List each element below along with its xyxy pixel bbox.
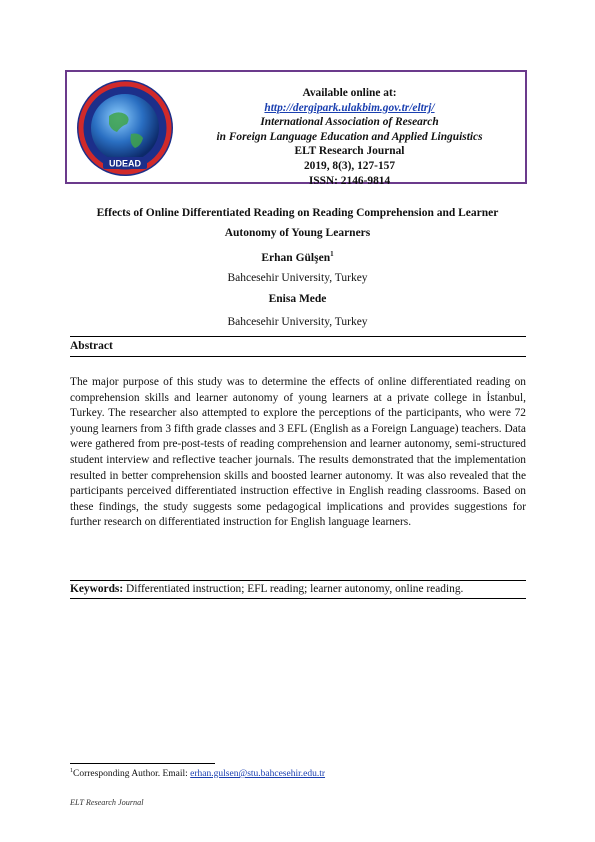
running-footer: ELT Research Journal: [70, 798, 144, 807]
author-1-affiliation: Bahcesehir University, Turkey: [227, 272, 368, 284]
issn: ISSN: 2146-9814: [308, 174, 391, 187]
volume-info: 2019, 8(3), 127-157: [303, 159, 396, 172]
logo-wordmark: UDEAD: [108, 158, 142, 169]
footnote-separator: [70, 763, 215, 764]
abstract-text: The major purpose of this study was to determine the effects of online differentiated reading on comprehension skills and learner autonomy of young learners at a private college in İstanbul, Turkey. The researcher also attempted to explore the perceptions of the participants, who were 72 young learners from 3 fifth grade classes and 3 EFL (English as a Foreign Language) teachers. Data were gathered from pre-post-tests of reading comprehension and learner autonomy, semi-structured student interview and reflective teacher journals. The results demonstrated that the implementation resulted in better comprehension skills and boosted learner autonomy. It was also revealed that the participants perceived differentiated instruction effective in English reading classrooms. Based on these findings, the study suggests some pedagogical implications and provides suggestions for further research on differentiated instruction for English language learners.: [70, 376, 526, 529]
footnote-text: Corresponding Author. Email:: [73, 769, 191, 780]
author-email-link[interactable]: erhan.gulsen@stu.bahcesehir.edu.tr: [190, 769, 326, 780]
udead-logo: [75, 78, 175, 178]
author-1-footnote-mark: 1: [330, 250, 334, 258]
udead-logo-icon: [75, 78, 175, 178]
author-2-affiliation: Bahcesehir University, Turkey: [227, 316, 368, 328]
journal-header-box: [65, 70, 527, 187]
available-online-label: Available online at:: [302, 87, 397, 99]
journal-name: ELT Research Journal: [294, 145, 405, 158]
keywords-line: [70, 580, 526, 599]
association-line-2: in Foreign Language Education and Applied Linguistics: [216, 130, 483, 143]
keywords-label: Keywords:: [70, 583, 124, 595]
keywords-text: Differentiated instruction; EFL reading; learner autonomy, online reading.: [123, 583, 464, 595]
journal-info: [182, 86, 517, 188]
abstract-heading: Abstract: [70, 336, 526, 357]
footnote: [70, 768, 325, 779]
association-line-1: International Association of Research: [260, 116, 439, 129]
journal-url-link[interactable]: http://dergipark.ulakbim.gov.tr/eltrj/: [264, 101, 435, 114]
title-line-2: Autonomy of Young Learners: [224, 227, 371, 239]
article-title: [60, 203, 535, 243]
author-2-name: Enisa Mede: [268, 293, 327, 305]
title-line-1: Effects of Online Differentiated Reading on Reading Comprehension and Learner: [96, 207, 499, 219]
author-1: [0, 250, 595, 264]
footnote-mark: 1: [70, 768, 73, 774]
author-1-name: Erhan Gülşen: [261, 251, 331, 264]
